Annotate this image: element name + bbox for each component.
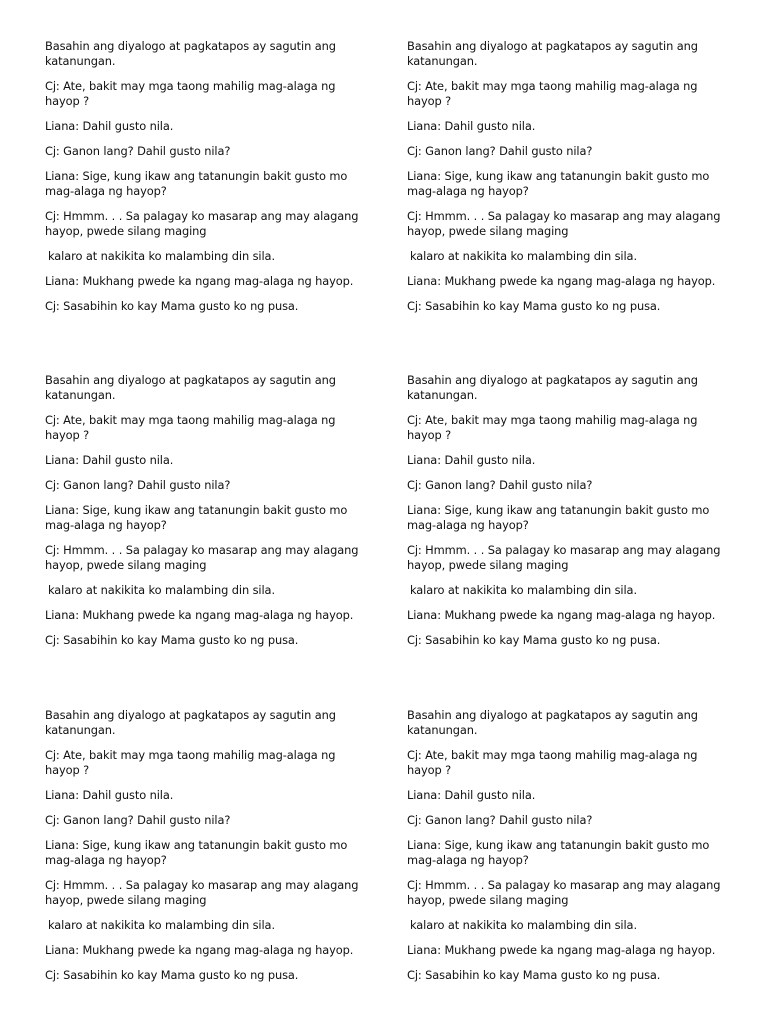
dialogue-line: Liana: Mukhang pwede ka ngang mag-alaga ng hayop. bbox=[407, 608, 716, 622]
instruction-text: Basahin ang diyalogo at pagkatapos ay sagutin ang katanungan. bbox=[45, 39, 336, 68]
dialogue-line: Cj: Ate, bakit may mga taong mahilig mag-alaga ng hayop ? bbox=[407, 748, 698, 777]
dialogue-line: Cj: Sasabihin ko kay Mama gusto ko ng pusa. bbox=[45, 299, 299, 313]
dialogue-line: kalaro at nakikita ko malambing din sila. bbox=[48, 583, 275, 597]
instruction-text: Basahin ang diyalogo at pagkatapos ay sagutin ang katanungan. bbox=[407, 373, 698, 402]
card-bottom-right bbox=[407, 708, 729, 993]
dialogue-line: Cj: Ganon lang? Dahil gusto nila? bbox=[407, 813, 593, 827]
dialogue-line: Liana: Mukhang pwede ka ngang mag-alaga ng hayop. bbox=[407, 943, 716, 957]
dialogue-line: Liana: Mukhang pwede ka ngang mag-alaga ng hayop. bbox=[45, 608, 354, 622]
dialogue-line: Cj: Sasabihin ko kay Mama gusto ko ng pusa. bbox=[45, 633, 299, 647]
card-middle-left bbox=[45, 373, 367, 658]
dialogue-line: Cj: Ate, bakit may mga taong mahilig mag-alaga ng hayop ? bbox=[45, 79, 336, 108]
dialogue-line: Cj: Ate, bakit may mga taong mahilig mag-alaga ng hayop ? bbox=[407, 413, 698, 442]
dialogue-line: Cj: Hmmm. . . Sa palagay ko masarap ang may alagang hayop, pwede silang maging bbox=[45, 543, 359, 572]
dialogue-line: Liana: Sige, kung ikaw ang tatanungin bakit gusto mo mag-alaga ng hayop? bbox=[45, 503, 348, 532]
dialogue-line: Liana: Dahil gusto nila. bbox=[407, 453, 536, 467]
dialogue-line: Liana: Dahil gusto nila. bbox=[407, 119, 536, 133]
instruction-text: Basahin ang diyalogo at pagkatapos ay sagutin ang katanungan. bbox=[407, 708, 698, 737]
dialogue-line: Cj: Ganon lang? Dahil gusto nila? bbox=[407, 144, 593, 158]
dialogue-line: Liana: Dahil gusto nila. bbox=[45, 453, 174, 467]
card-middle-right bbox=[407, 373, 729, 658]
dialogue-line: Cj: Ate, bakit may mga taong mahilig mag-alaga ng hayop ? bbox=[45, 413, 336, 442]
card-top-left bbox=[45, 39, 367, 324]
dialogue-line: Liana: Sige, kung ikaw ang tatanungin bakit gusto mo mag-alaga ng hayop? bbox=[407, 838, 710, 867]
dialogue-line: Cj: Ganon lang? Dahil gusto nila? bbox=[45, 144, 231, 158]
dialogue-line: Cj: Ganon lang? Dahil gusto nila? bbox=[45, 478, 231, 492]
instruction-text: Basahin ang diyalogo at pagkatapos ay sagutin ang katanungan. bbox=[45, 373, 336, 402]
dialogue-line: Cj: Sasabihin ko kay Mama gusto ko ng pusa. bbox=[407, 968, 661, 982]
dialogue-line: Cj: Hmmm. . . Sa palagay ko masarap ang may alagang hayop, pwede silang maging bbox=[45, 209, 359, 238]
dialogue-line: kalaro at nakikita ko malambing din sila. bbox=[410, 918, 637, 932]
instruction-text: Basahin ang diyalogo at pagkatapos ay sagutin ang katanungan. bbox=[45, 708, 336, 737]
dialogue-line: kalaro at nakikita ko malambing din sila. bbox=[410, 583, 637, 597]
dialogue-line: Liana: Sige, kung ikaw ang tatanungin bakit gusto mo mag-alaga ng hayop? bbox=[45, 169, 348, 198]
dialogue-line: Liana: Dahil gusto nila. bbox=[45, 788, 174, 802]
dialogue-line: Cj: Sasabihin ko kay Mama gusto ko ng pusa. bbox=[45, 968, 299, 982]
dialogue-line: Liana: Sige, kung ikaw ang tatanungin bakit gusto mo mag-alaga ng hayop? bbox=[407, 169, 710, 198]
dialogue-line: kalaro at nakikita ko malambing din sila. bbox=[48, 918, 275, 932]
dialogue-line: Liana: Mukhang pwede ka ngang mag-alaga ng hayop. bbox=[45, 943, 354, 957]
dialogue-line: Liana: Sige, kung ikaw ang tatanungin bakit gusto mo mag-alaga ng hayop? bbox=[45, 838, 348, 867]
dialogue-line: Cj: Hmmm. . . Sa palagay ko masarap ang may alagang hayop, pwede silang maging bbox=[407, 878, 721, 907]
card-top-right bbox=[407, 39, 729, 324]
dialogue-line: kalaro at nakikita ko malambing din sila. bbox=[410, 249, 637, 263]
dialogue-line: Liana: Dahil gusto nila. bbox=[45, 119, 174, 133]
dialogue-line: Cj: Ganon lang? Dahil gusto nila? bbox=[407, 478, 593, 492]
dialogue-line: kalaro at nakikita ko malambing din sila. bbox=[48, 249, 275, 263]
dialogue-line: Cj: Sasabihin ko kay Mama gusto ko ng pusa. bbox=[407, 633, 661, 647]
instruction-text: Basahin ang diyalogo at pagkatapos ay sagutin ang katanungan. bbox=[407, 39, 698, 68]
dialogue-line: Cj: Hmmm. . . Sa palagay ko masarap ang may alagang hayop, pwede silang maging bbox=[407, 209, 721, 238]
dialogue-line: Liana: Mukhang pwede ka ngang mag-alaga ng hayop. bbox=[45, 274, 354, 288]
card-bottom-left bbox=[45, 708, 367, 993]
dialogue-line: Liana: Sige, kung ikaw ang tatanungin bakit gusto mo mag-alaga ng hayop? bbox=[407, 503, 710, 532]
dialogue-line: Liana: Dahil gusto nila. bbox=[407, 788, 536, 802]
dialogue-line: Cj: Hmmm. . . Sa palagay ko masarap ang may alagang hayop, pwede silang maging bbox=[45, 878, 359, 907]
dialogue-line: Cj: Hmmm. . . Sa palagay ko masarap ang may alagang hayop, pwede silang maging bbox=[407, 543, 721, 572]
dialogue-line: Cj: Ate, bakit may mga taong mahilig mag-alaga ng hayop ? bbox=[45, 748, 336, 777]
dialogue-line: Cj: Ate, bakit may mga taong mahilig mag-alaga ng hayop ? bbox=[407, 79, 698, 108]
dialogue-line: Liana: Mukhang pwede ka ngang mag-alaga ng hayop. bbox=[407, 274, 716, 288]
dialogue-line: Cj: Sasabihin ko kay Mama gusto ko ng pusa. bbox=[407, 299, 661, 313]
dialogue-line: Cj: Ganon lang? Dahil gusto nila? bbox=[45, 813, 231, 827]
